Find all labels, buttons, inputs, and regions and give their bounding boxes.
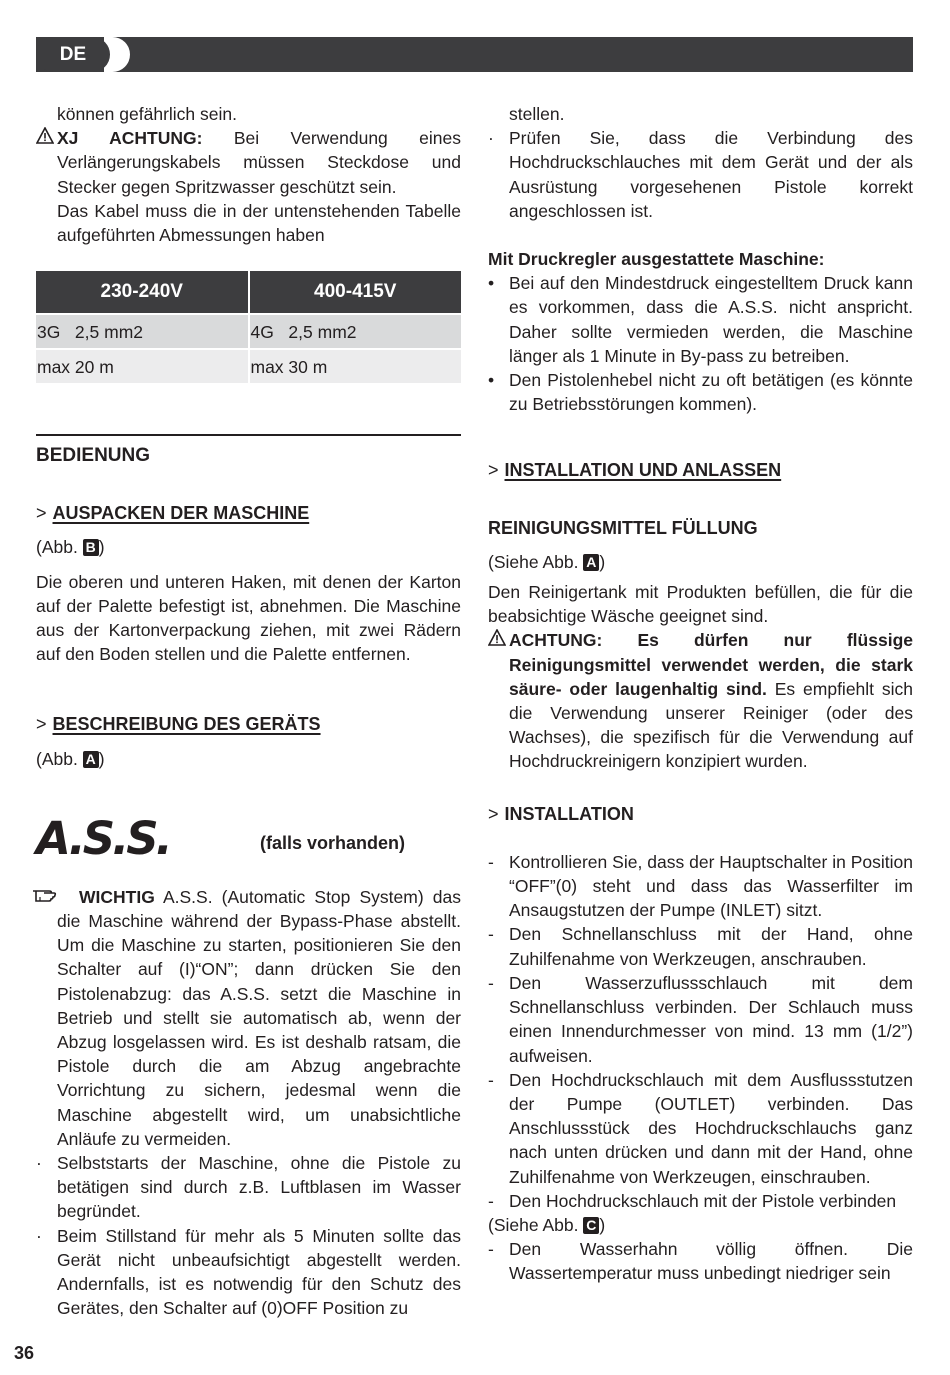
cable-dimension-note: Das Kabel muss die in der untenstehenden Tabelle aufgeführten Abmessungen haben xyxy=(57,200,461,246)
left-column xyxy=(36,102,461,1321)
ref-suffix: ) xyxy=(599,551,606,572)
bullet: • xyxy=(488,273,495,294)
bullet-text: Bei auf den Mindestdruck eingestelltem Druck kann es vorkommen, dass die A.S.S. nicht anspricht. Daher sollte vermieden werden, die Maschine länger als 1 Minute in By-pass zu betreiben. xyxy=(509,273,913,366)
dash: - xyxy=(488,924,494,945)
dash: - xyxy=(488,851,494,872)
list-text: Den Wasserzuflussschlauch mit dem Schnellanschluss verbinden. Der Schlauch muss einen Innendurchmesser von mind. 13 mm (1/2”) aufweisen. xyxy=(509,972,913,1066)
list-item xyxy=(488,971,913,1068)
list-text: Den Schnellanschluss mit der Hand, ohne Zuhilfenahme von Werkzeugen, anschrauben. xyxy=(509,924,913,969)
list-item xyxy=(488,271,913,368)
list-text: Kontrollieren Sie, dass der Hauptschalter in Position “OFF”(0) steht und dass das Wasserfilter im Ansaugstutzen der Pumpe (INLET) sitzt. xyxy=(509,851,913,921)
ref-suffix: ) xyxy=(599,1214,606,1235)
figure-badge: C xyxy=(583,1217,599,1234)
list-text: Den Wasserhahn völlig öffnen. Die Wassertemperatur muss unbedingt niedriger sein xyxy=(509,1239,913,1284)
list-item xyxy=(488,126,913,223)
list-text: Den Hochdruckschlauch mit der Pistole verbinden xyxy=(509,1190,897,1211)
subsection-title: AUSPACKEN DER MASCHINE xyxy=(52,503,310,524)
subsection-title: INSTALLATION UND ANLASSEN xyxy=(504,460,782,481)
dash: - xyxy=(488,1190,494,1211)
installation-list xyxy=(488,850,913,1213)
subsection-title: INSTALLATION xyxy=(504,803,634,824)
list-item xyxy=(488,850,913,923)
section-title: BEDIENUNG xyxy=(36,445,151,467)
chevron-right-icon: > xyxy=(488,803,499,824)
warning-extension-cable xyxy=(36,126,461,199)
subsection-description xyxy=(36,712,461,736)
right-column xyxy=(488,102,913,1286)
ref-prefix: (Abb. xyxy=(36,537,83,558)
chevron-right-icon: > xyxy=(488,460,499,481)
warning-label: XJ ACHTUNG: xyxy=(57,128,203,149)
figure-reference xyxy=(36,747,461,771)
table-cell: 3G 2,5 mm2 xyxy=(36,314,249,349)
pressure-regulator-heading: Mit Druckregler ausgestattete Maschine: xyxy=(488,249,825,270)
bullet-text: Den Pistolenhebel nicht zu oft betätigen (es könnte zu Betriebsstörungen kommen). xyxy=(509,370,913,415)
header-bar xyxy=(36,37,913,72)
ass-note: (falls vorhanden) xyxy=(260,832,406,853)
subsection-installation xyxy=(488,802,913,826)
subsection-installation-start xyxy=(488,458,913,482)
table-row xyxy=(36,349,461,383)
page-number: 36 xyxy=(14,1343,35,1363)
detergent-text: Den Reinigertank mit Produkten befüllen, die für die beabsichtige Wäsche geeignet sind. xyxy=(488,582,913,627)
table-header-230v: 230-240V xyxy=(36,271,249,314)
figure-badge: A xyxy=(583,554,599,571)
ass-logo: A.S.S. xyxy=(36,811,170,865)
warning-detergent xyxy=(488,628,913,773)
figure-reference xyxy=(36,535,461,559)
bullet: · xyxy=(36,1225,42,1246)
list-item xyxy=(488,1189,913,1213)
ref-prefix: (Siehe Abb. xyxy=(488,1214,584,1235)
unpacking-text: Die oberen und unteren Haken, mit denen der Karton auf der Palette befestigt ist, abnehmen. Die Maschine aus der Kartonverpackung ziehen, mit zwei Rädern auf den Boden stellen und die Palette entfernen. xyxy=(36,571,461,665)
ref-suffix: ) xyxy=(98,748,105,769)
warning-label: ACHTUNG: xyxy=(509,630,603,651)
bullet-text: Beim Stillstand für mehr als 5 Minuten sollte das Gerät nicht unbeaufsichtigt abgestellt werden. Andernfalls, ist es notwendig für den Schutz des Gerätes, den Schalter auf (0)OFF Position zu xyxy=(57,1225,461,1319)
list-item xyxy=(36,1151,461,1224)
list-item xyxy=(488,922,913,970)
bullet-text: Prüfen Sie, dass die Verbindung des Hochdruckschlauches mit dem Gerät und der als Ausrüstung vorgesehenen Pistole korrekt angeschlossen ist. xyxy=(509,128,913,221)
section-divider xyxy=(36,434,461,436)
table-cell: max 30 m xyxy=(249,349,462,383)
ref-prefix: (Abb. xyxy=(36,748,83,769)
important-text: A.S.S. (Automatic Stop System) das die Maschine während der Bypass-Phase abstellt. Um die Maschine zu starten, positionieren Sie den Schalter auf (I)“ON”; dann drücken Sie den Pistolenabzug: das A.S.S. setzt die Maschine in Betrieb und stellt sie automatisch ab, wenn der Abzug losgelassen wird. Es ist deshalb ratsam, die Pistole durch die am Abzug angebrachte Vorrichtung zu sichern, jedesmal wenn die Maschine abgestellt wird, um unabsichtliche Anläufe zu vermeiden. xyxy=(57,886,461,1149)
figure-badge: B xyxy=(83,539,99,556)
ass-heading xyxy=(36,813,461,865)
continuation-text: können gefährlich sein. xyxy=(57,104,237,124)
cable-table xyxy=(36,271,461,383)
list-text: Den Hochdruckschlauch mit dem Ausflussstutzen der Pumpe (OUTLET) verbinden. Das Anschlussstück des Hochdruckschlauchs ganz nach unten drücken und dann mit der Hand, ohne Zuhilfenahme von Werkzeugen, einschrauben. xyxy=(509,1069,913,1187)
table-header-400v: 400-415V xyxy=(249,271,462,314)
warning-bold-text: Es dürfen nur flüssige Reinigungsmittel verwendet werden, die stark säure- oder laugenhaltig sind. xyxy=(509,630,913,699)
important-label: WICHTIG xyxy=(79,886,155,907)
bullet-text: Selbststarts der Maschine, ohne die Pistole zu betätigen sind durch z.B. Luftblasen im Wasser begründet. xyxy=(57,1153,461,1222)
dash: - xyxy=(488,1239,494,1260)
table-cell: 4G 2,5 mm2 xyxy=(249,314,462,349)
list-item xyxy=(488,368,913,416)
warning-text: Bei Verwendung eines Verlängerungskabels müssen Steckdose und Stecker gegen Spritzwasser geschützt sein. xyxy=(57,128,461,197)
figure-reference xyxy=(488,550,913,574)
warning-text: Es empfiehlt sich die Verwendung unserer Reiniger (oder des Wachses), die spezifisch für die Verwendung auf Hochdruckreinigern konzipiert wurden. xyxy=(509,678,914,772)
figure-badge: A xyxy=(83,751,99,768)
important-note xyxy=(36,885,461,1151)
ref-suffix: ) xyxy=(98,537,105,558)
bullet: · xyxy=(36,1153,42,1174)
table-row xyxy=(36,314,461,349)
bullet: · xyxy=(488,128,494,149)
detergent-heading: REINIGUNGSMITTEL FÜLLUNG xyxy=(488,517,758,538)
ref-prefix: (Siehe Abb. xyxy=(488,551,584,572)
warning-triangle-icon xyxy=(488,628,506,652)
chevron-right-icon: > xyxy=(36,714,47,735)
list-item xyxy=(36,1224,461,1321)
pointing-hand-icon xyxy=(32,885,62,909)
dash: - xyxy=(488,972,494,993)
table-cell: max 20 m xyxy=(36,349,249,383)
warning-triangle-icon xyxy=(36,126,54,150)
continuation-text: stellen. xyxy=(509,104,565,124)
chevron-right-icon: > xyxy=(36,503,47,524)
subsection-title: BESCHREIBUNG DES GERÄTS xyxy=(52,714,321,735)
subsection-unpacking xyxy=(36,501,461,525)
list-item xyxy=(488,1237,913,1285)
figure-reference xyxy=(488,1213,913,1237)
dash: - xyxy=(488,1069,494,1090)
bullet: • xyxy=(488,370,495,391)
list-item xyxy=(488,1068,913,1189)
language-badge: DE xyxy=(36,37,110,72)
